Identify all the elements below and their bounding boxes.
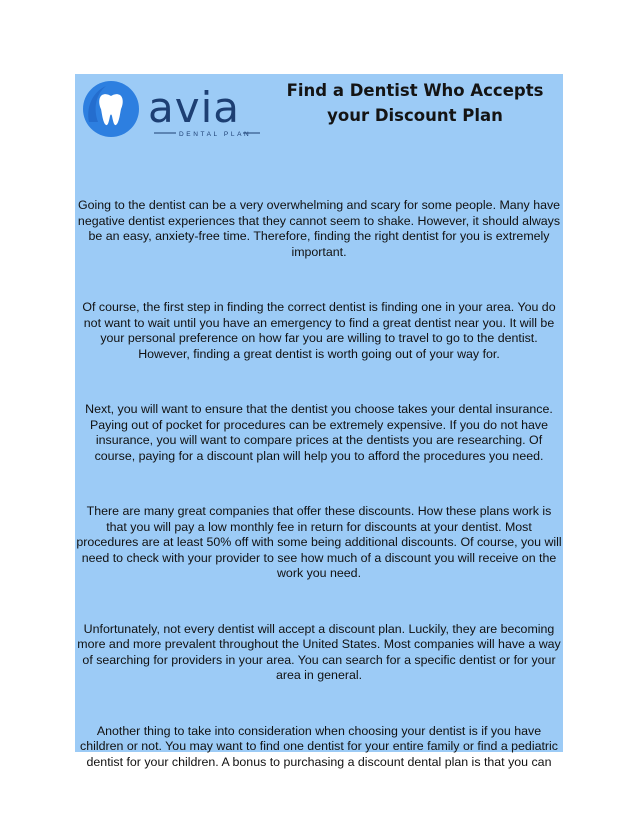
paragraph-3: Next, you will want to ensure that the dentist you choose takes your dental insurance. Paying out of pocket for procedures can be extremely expensive. If you do not have insurance, you will want to compare prices at the dentists you are researching. Of course, paying for a discount plan will help you to afford the procedures you need.	[85, 402, 553, 463]
page-title: Find a Dentist Who Accepts your Discount Plan	[286, 81, 544, 125]
document-header	[75, 74, 563, 194]
paragraph-2: Of course, the first step in finding the correct dentist is finding one in your area. You do not want to wait until you have an emergency to find a great dentist near you. It will be your personal preference on how far you are willing to travel to go to the dentist. However, finding a great dentist is worth going out of your way for.	[82, 300, 556, 361]
paragraph-5: Unfortunately, not every dentist will accept a discount plan. Luckily, they are becoming more and more prevalent throughout the United States. Most companies will have a way of searching for providers in your area. You can search for a specific dentist or for your area in general.	[77, 621, 561, 682]
paragraph-4: There are many great companies that offer these discounts. How these plans work is that you will pay a low monthly fee in return for discounts at your dentist. Most procedures are at least 50% off with some being additional discounts. Of course, you will need to check with your provider to see how much of a discount you will receive on the work you need.	[76, 504, 562, 580]
avia-logo	[80, 78, 265, 140]
document-page	[75, 74, 563, 769]
paragraph-6: Another thing to take into consideration when choosing your dentist is if you have children or not. You may want to find one dentist for your entire family or find a pediatric dentist for your children. A bonus to purchasing a discount dental plan is that you can	[80, 723, 558, 769]
paragraph-1: Going to the dentist can be a very overwhelming and scary for some people. Many have negative dentist experiences that they cannot seem to shake. However, it should always be an easy, anxiety-free time. Therefore, finding the right dentist for you is extremely important.	[77, 198, 561, 259]
document-body	[75, 198, 563, 810]
brand-tagline: DENTAL PLAN	[179, 131, 252, 138]
brand-wordmark: avia	[148, 83, 240, 132]
